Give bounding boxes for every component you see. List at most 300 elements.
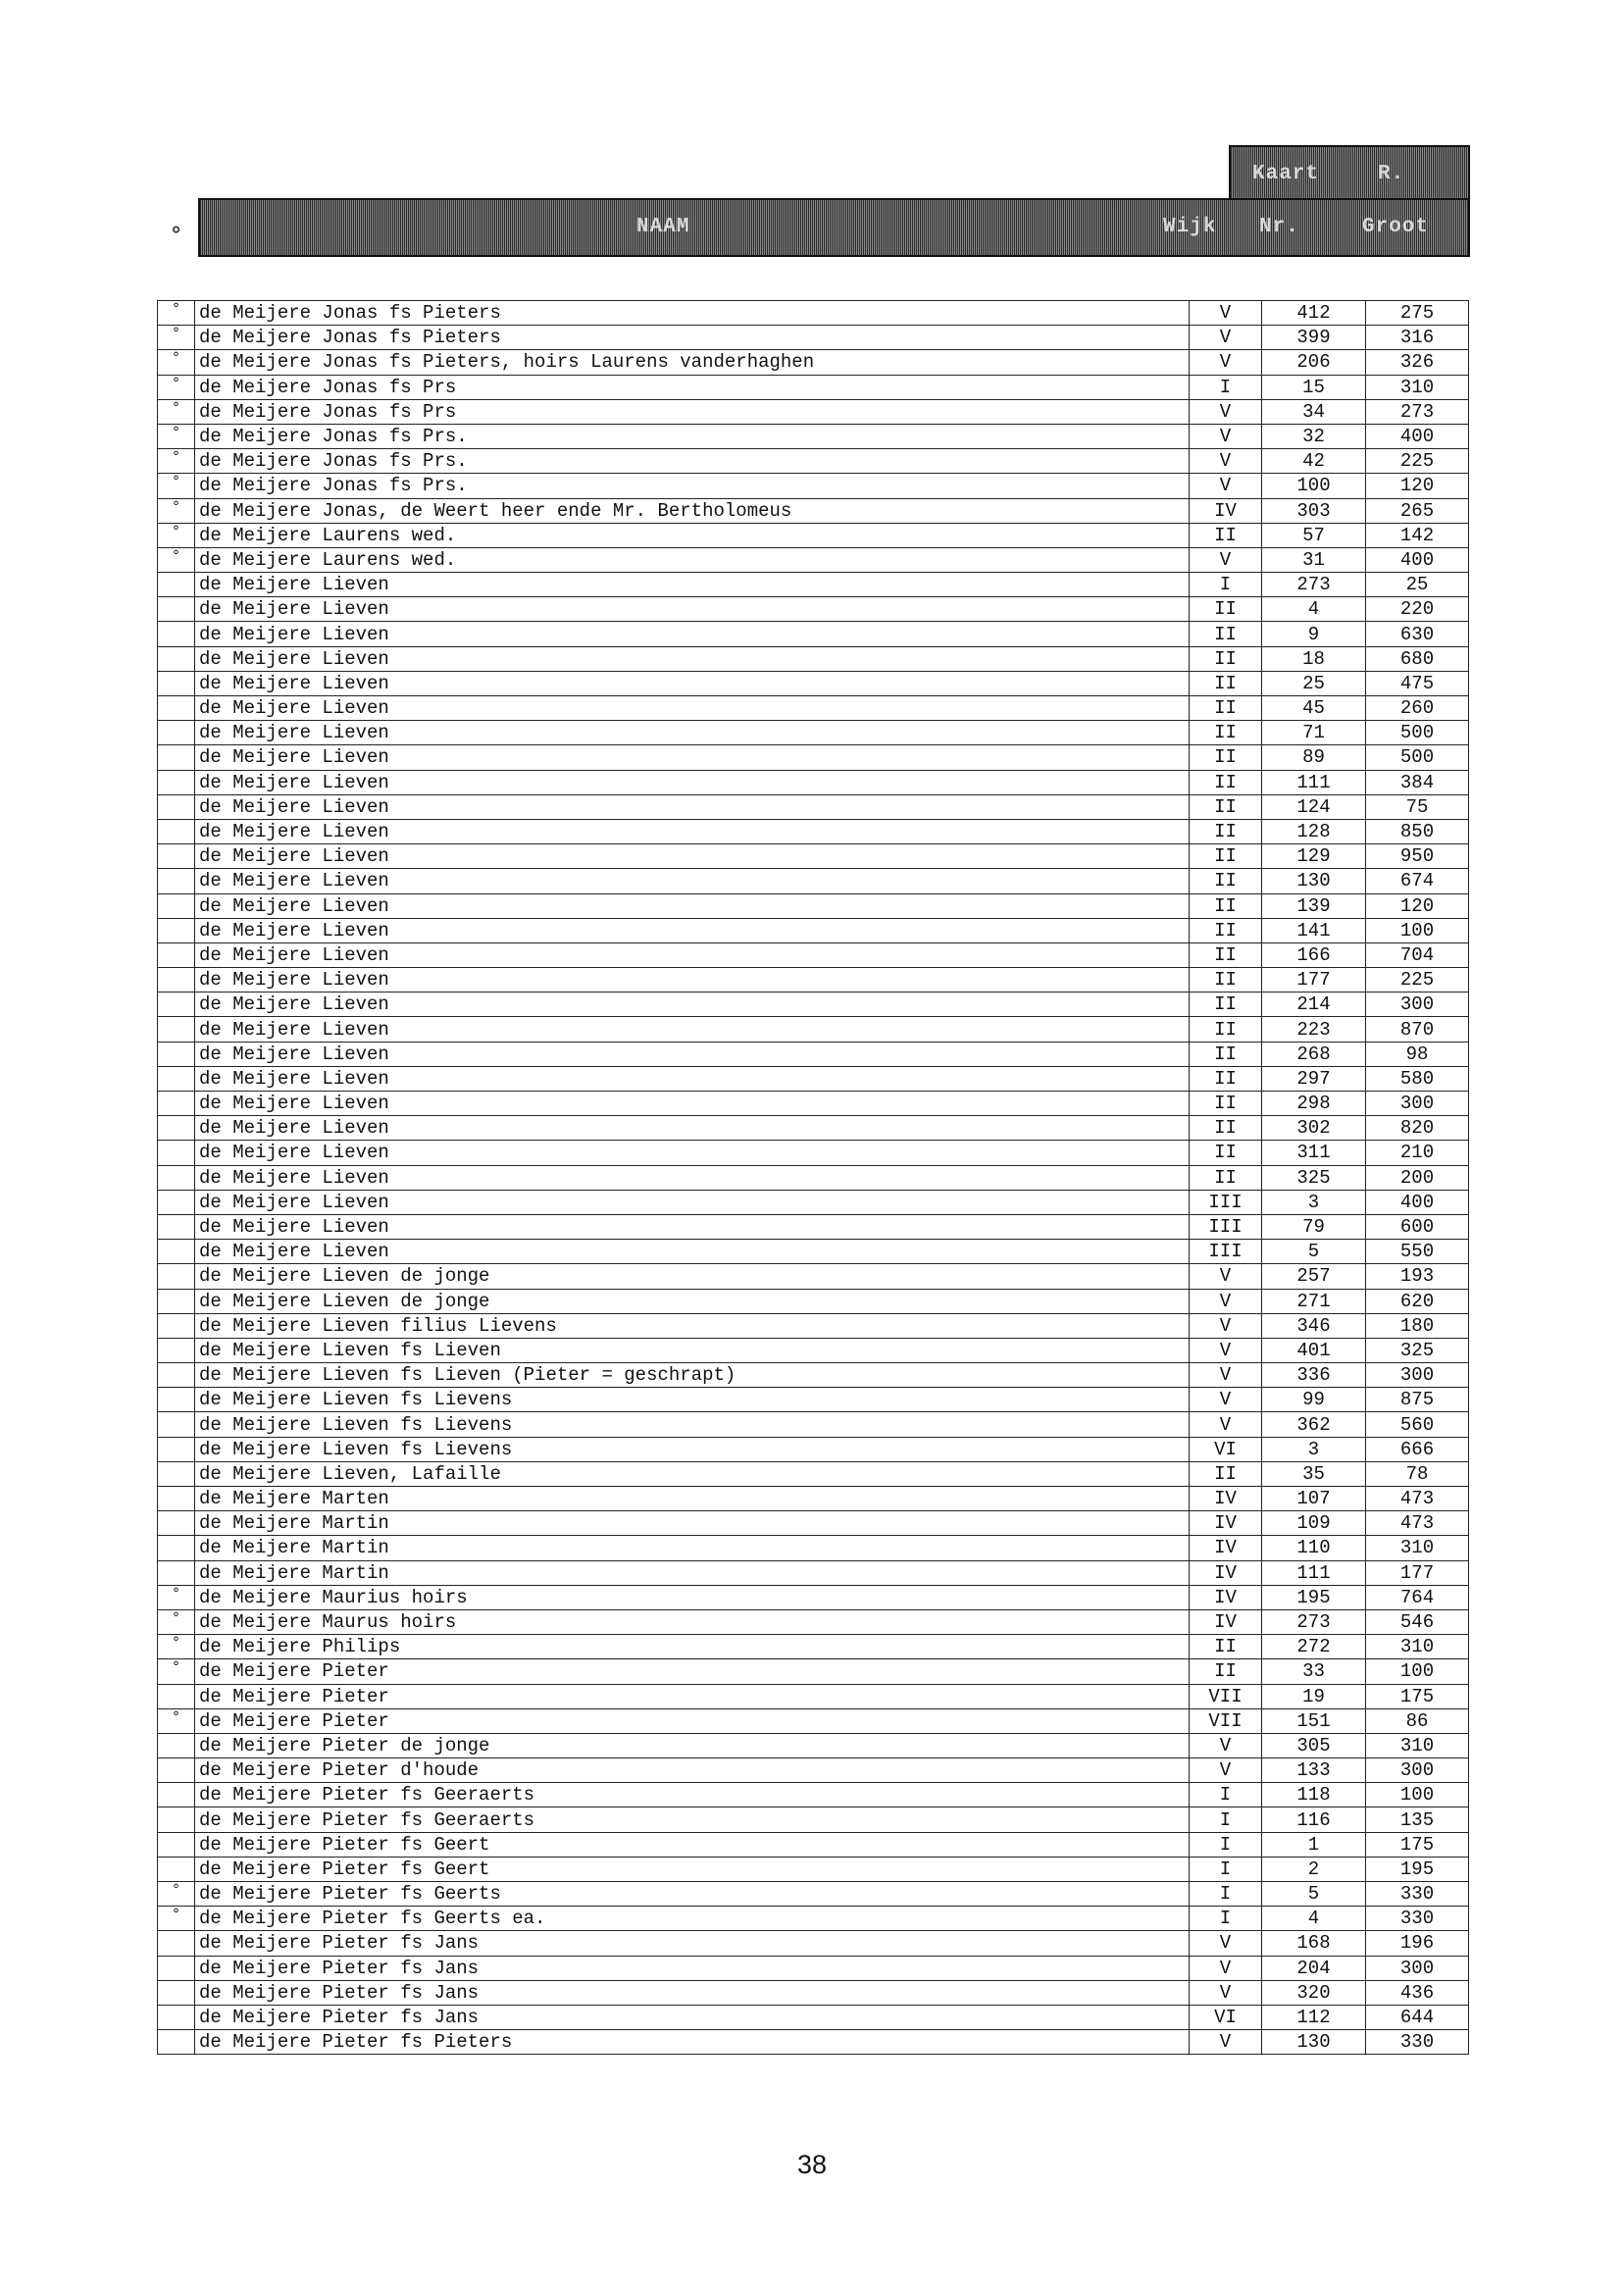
table-row (158, 1487, 1469, 1511)
number-cell: 79 (1262, 1214, 1366, 1239)
owner-name: de Meijere Lieven (195, 646, 1190, 671)
size-cell: 674 (1366, 869, 1469, 893)
number-cell: 128 (1262, 819, 1366, 843)
wijk-cell: IV (1190, 1536, 1262, 1560)
size-cell: 100 (1366, 1783, 1469, 1807)
wijk-cell: V (1190, 1388, 1262, 1412)
size-cell: 78 (1366, 1461, 1469, 1486)
header-label-r: R. (1378, 163, 1405, 185)
size-cell: 300 (1366, 993, 1469, 1017)
size-cell: 300 (1366, 1092, 1469, 1116)
table-row (158, 474, 1469, 498)
wijk-cell: II (1190, 1116, 1262, 1141)
table-row (158, 523, 1469, 547)
table-row (158, 1511, 1469, 1536)
wijk-cell: IV (1190, 1585, 1262, 1609)
row-mark (158, 869, 195, 893)
table-row (158, 1461, 1469, 1486)
row-mark: ° (158, 498, 195, 523)
wijk-cell: II (1190, 745, 1262, 770)
owner-name: de Meijere Pieter fs Geerts (195, 1882, 1190, 1907)
wijk-cell: II (1190, 869, 1262, 893)
row-mark (158, 1017, 195, 1042)
wijk-cell: II (1190, 1141, 1262, 1165)
table-row (158, 424, 1469, 448)
size-cell: 326 (1366, 350, 1469, 375)
table-row (158, 449, 1469, 474)
size-cell: 25 (1366, 573, 1469, 597)
size-cell: 180 (1366, 1313, 1469, 1338)
row-mark: ° (158, 424, 195, 448)
wijk-cell: II (1190, 918, 1262, 942)
number-cell: 118 (1262, 1783, 1366, 1807)
table-row (158, 1165, 1469, 1190)
row-mark: ° (158, 375, 195, 399)
row-mark (158, 844, 195, 869)
wijk-cell: III (1190, 1240, 1262, 1264)
row-mark (158, 942, 195, 967)
table-row (158, 375, 1469, 399)
number-cell: 401 (1262, 1338, 1366, 1362)
wijk-cell: I (1190, 1907, 1262, 1931)
size-cell: 384 (1366, 770, 1469, 794)
table-row (158, 301, 1469, 326)
table-row (158, 646, 1469, 671)
wijk-cell: I (1190, 1857, 1262, 1881)
row-mark (158, 1116, 195, 1141)
size-cell: 330 (1366, 2030, 1469, 2055)
table-row (158, 1437, 1469, 1461)
wijk-cell: V (1190, 1956, 1262, 1980)
owner-name: de Meijere Lieven (195, 696, 1190, 721)
wijk-cell: V (1190, 1338, 1262, 1362)
number-cell: 195 (1262, 1585, 1366, 1609)
size-cell: 120 (1366, 474, 1469, 498)
owner-name: de Meijere Jonas fs Pieters (195, 301, 1190, 326)
wijk-cell: II (1190, 844, 1262, 869)
owner-name: de Meijere Lieven (195, 968, 1190, 993)
table-row (158, 844, 1469, 869)
wijk-cell: V (1190, 424, 1262, 448)
table-row (158, 1857, 1469, 1881)
owner-name: de Meijere Pieter fs Geert (195, 1832, 1190, 1857)
wijk-cell: V (1190, 474, 1262, 498)
row-mark (158, 1313, 195, 1338)
table-row (158, 1066, 1469, 1091)
table-row (158, 869, 1469, 893)
wijk-cell: V (1190, 449, 1262, 474)
table-row (158, 893, 1469, 918)
size-cell: 225 (1366, 968, 1469, 993)
table-row (158, 1289, 1469, 1313)
number-cell: 302 (1262, 1116, 1366, 1141)
row-mark (158, 893, 195, 918)
header-col-name: NAAM (636, 216, 690, 238)
number-cell: 31 (1262, 547, 1366, 572)
row-mark (158, 993, 195, 1017)
owner-name: de Meijere Lieven (195, 1141, 1190, 1165)
owner-name: de Meijere Lieven (195, 819, 1190, 843)
row-mark: ° (158, 326, 195, 350)
number-cell: 273 (1262, 1609, 1366, 1634)
number-cell: 110 (1262, 1536, 1366, 1560)
number-cell: 268 (1262, 1042, 1366, 1066)
size-cell: 225 (1366, 449, 1469, 474)
row-mark (158, 1857, 195, 1881)
owner-name: de Meijere Jonas fs Pieters, hoirs Laurens vanderhaghen (195, 350, 1190, 375)
number-cell: 325 (1262, 1165, 1366, 1190)
wijk-cell: II (1190, 942, 1262, 967)
size-cell: 400 (1366, 547, 1469, 572)
row-mark: ° (158, 350, 195, 375)
number-cell: 4 (1262, 1907, 1366, 1931)
number-cell: 111 (1262, 1560, 1366, 1585)
row-mark (158, 1684, 195, 1708)
table-row (158, 326, 1469, 350)
row-mark (158, 1980, 195, 2005)
owner-name: de Meijere Pieter fs Geert (195, 1857, 1190, 1881)
wijk-cell: I (1190, 1832, 1262, 1857)
size-cell: 950 (1366, 844, 1469, 869)
owner-name: de Meijere Lieven (195, 893, 1190, 918)
owner-name: de Meijere Pieter fs Geeraerts (195, 1807, 1190, 1832)
size-cell: 196 (1366, 1931, 1469, 1956)
size-cell: 300 (1366, 1956, 1469, 1980)
size-cell: 580 (1366, 1066, 1469, 1091)
size-cell: 550 (1366, 1240, 1469, 1264)
owner-name: de Meijere Pieter fs Geeraerts (195, 1783, 1190, 1807)
size-cell: 475 (1366, 671, 1469, 695)
size-cell: 704 (1366, 942, 1469, 967)
row-mark (158, 1536, 195, 1560)
table-row (158, 1708, 1469, 1733)
header-label-kaart: Kaart (1252, 163, 1320, 185)
owner-name: de Meijere Lieven (195, 745, 1190, 770)
owner-name: de Meijere Lieven de jonge (195, 1289, 1190, 1313)
size-cell: 500 (1366, 721, 1469, 745)
size-cell: 175 (1366, 1684, 1469, 1708)
row-mark (158, 1733, 195, 1757)
owner-name: de Meijere Jonas, de Weert heer ende Mr. Bertholomeus (195, 498, 1190, 523)
row-mark: ° (158, 1907, 195, 1931)
table-row (158, 993, 1469, 1017)
wijk-cell: II (1190, 523, 1262, 547)
wijk-cell: I (1190, 1882, 1262, 1907)
table-row (158, 1907, 1469, 1931)
row-mark (158, 696, 195, 721)
owner-name: de Meijere Pieter (195, 1684, 1190, 1708)
wijk-cell: II (1190, 1066, 1262, 1091)
wijk-cell: II (1190, 1635, 1262, 1659)
number-cell: 133 (1262, 1758, 1366, 1783)
row-mark (158, 1165, 195, 1190)
table-row (158, 1733, 1469, 1757)
size-cell: 473 (1366, 1511, 1469, 1536)
wijk-cell: V (1190, 1363, 1262, 1388)
number-cell: 272 (1262, 1635, 1366, 1659)
number-cell: 112 (1262, 2005, 1366, 2029)
table-row (158, 399, 1469, 424)
number-cell: 99 (1262, 1388, 1366, 1412)
number-cell: 111 (1262, 770, 1366, 794)
wijk-cell: II (1190, 993, 1262, 1017)
size-cell: 850 (1366, 819, 1469, 843)
wijk-cell: V (1190, 350, 1262, 375)
owner-name: de Meijere Lieven (195, 597, 1190, 622)
size-cell: 600 (1366, 1214, 1469, 1239)
owner-name: de Meijere Lieven (195, 1214, 1190, 1239)
owner-name: de Meijere Lieven (195, 622, 1190, 646)
owner-name: de Meijere Pieter fs Jans (195, 1931, 1190, 1956)
table-row (158, 498, 1469, 523)
wijk-cell: VII (1190, 1684, 1262, 1708)
size-cell: 546 (1366, 1609, 1469, 1634)
table-row (158, 1585, 1469, 1609)
wijk-cell: II (1190, 671, 1262, 695)
header-top-block (1229, 145, 1470, 200)
wijk-cell: V (1190, 1313, 1262, 1338)
row-mark (158, 1388, 195, 1412)
table-row (158, 1684, 1469, 1708)
register-table (157, 300, 1469, 2055)
header-bar (198, 198, 1470, 257)
row-mark: ° (158, 399, 195, 424)
row-mark: ° (158, 1659, 195, 1684)
wijk-cell: IV (1190, 1511, 1262, 1536)
table-row (158, 942, 1469, 967)
wijk-cell: II (1190, 1017, 1262, 1042)
size-cell: 764 (1366, 1585, 1469, 1609)
size-cell: 265 (1366, 498, 1469, 523)
wijk-cell: I (1190, 375, 1262, 399)
table-row (158, 1042, 1469, 1066)
number-cell: 139 (1262, 893, 1366, 918)
size-cell: 177 (1366, 1560, 1469, 1585)
owner-name: de Meijere Lieven (195, 794, 1190, 819)
row-mark (158, 1214, 195, 1239)
number-cell: 177 (1262, 968, 1366, 993)
number-cell: 166 (1262, 942, 1366, 967)
size-cell: 98 (1366, 1042, 1469, 1066)
table-row (158, 1609, 1469, 1634)
owner-name: de Meijere Laurens wed. (195, 523, 1190, 547)
table-row (158, 1659, 1469, 1684)
owner-name: de Meijere Pieter fs Pieters (195, 2030, 1190, 2055)
number-cell: 336 (1262, 1363, 1366, 1388)
owner-name: de Meijere Lieven (195, 993, 1190, 1017)
number-cell: 15 (1262, 375, 1366, 399)
owner-name: de Meijere Lieven (195, 573, 1190, 597)
owner-name: de Meijere Martin (195, 1560, 1190, 1585)
number-cell: 1 (1262, 1832, 1366, 1857)
wijk-cell: VI (1190, 1437, 1262, 1461)
row-mark: ° (158, 523, 195, 547)
owner-name: de Meijere Lieven, Lafaille (195, 1461, 1190, 1486)
number-cell: 320 (1262, 1980, 1366, 2005)
size-cell: 210 (1366, 1141, 1469, 1165)
owner-name: de Meijere Pieter (195, 1708, 1190, 1733)
table-row (158, 573, 1469, 597)
wijk-cell: II (1190, 597, 1262, 622)
table-row (158, 819, 1469, 843)
size-cell: 644 (1366, 2005, 1469, 2029)
number-cell: 214 (1262, 993, 1366, 1017)
wijk-cell: II (1190, 968, 1262, 993)
header-col-wijk: Wijk (1163, 216, 1217, 238)
row-mark (158, 1289, 195, 1313)
owner-name: de Meijere Lieven filius Lievens (195, 1313, 1190, 1338)
owner-name: de Meijere Lieven fs Lieven (Pieter = geschrapt) (195, 1363, 1190, 1388)
number-cell: 206 (1262, 350, 1366, 375)
size-cell: 820 (1366, 1116, 1469, 1141)
size-cell: 75 (1366, 794, 1469, 819)
register-table-body (158, 301, 1469, 2055)
row-mark (158, 2030, 195, 2055)
table-row (158, 1635, 1469, 1659)
table-row (158, 671, 1469, 695)
size-cell: 436 (1366, 1980, 1469, 2005)
size-cell: 273 (1366, 399, 1469, 424)
size-cell: 195 (1366, 1857, 1469, 1881)
number-cell: 5 (1262, 1240, 1366, 1264)
owner-name: de Meijere Lieven (195, 671, 1190, 695)
number-cell: 4 (1262, 597, 1366, 622)
row-mark: ° (158, 1708, 195, 1733)
table-row (158, 547, 1469, 572)
owner-name: de Meijere Lieven (195, 770, 1190, 794)
owner-name: de Meijere Lieven fs Lievens (195, 1437, 1190, 1461)
table-row (158, 1264, 1469, 1289)
row-mark (158, 1190, 195, 1214)
wijk-cell: I (1190, 1807, 1262, 1832)
wijk-cell: V (1190, 1289, 1262, 1313)
size-cell: 330 (1366, 1907, 1469, 1931)
owner-name: de Meijere Lieven (195, 1092, 1190, 1116)
table-row (158, 918, 1469, 942)
size-cell: 400 (1366, 1190, 1469, 1214)
owner-name: de Meijere Lieven (195, 918, 1190, 942)
row-mark: ° (158, 547, 195, 572)
wijk-cell: IV (1190, 1487, 1262, 1511)
wijk-cell: V (1190, 1931, 1262, 1956)
owner-name: de Meijere Jonas fs Prs. (195, 424, 1190, 448)
number-cell: 141 (1262, 918, 1366, 942)
row-mark (158, 1931, 195, 1956)
owner-name: de Meijere Lieven fs Lievens (195, 1388, 1190, 1412)
row-mark (158, 721, 195, 745)
table-row (158, 622, 1469, 646)
number-cell: 25 (1262, 671, 1366, 695)
header-bullet: ° (171, 224, 181, 248)
table-row (158, 597, 1469, 622)
owner-name: de Meijere Lieven fs Lieven (195, 1338, 1190, 1362)
wijk-cell: II (1190, 646, 1262, 671)
table-row (158, 721, 1469, 745)
row-mark (158, 1066, 195, 1091)
table-row (158, 2030, 1469, 2055)
number-cell: 18 (1262, 646, 1366, 671)
owner-name: de Meijere Pieter d'houde (195, 1758, 1190, 1783)
row-mark (158, 2005, 195, 2029)
wijk-cell: V (1190, 326, 1262, 350)
table-row (158, 1783, 1469, 1807)
owner-name: de Meijere Lieven (195, 721, 1190, 745)
wijk-cell: I (1190, 1783, 1262, 1807)
table-row (158, 1536, 1469, 1560)
owner-name: de Meijere Lieven (195, 1240, 1190, 1264)
table-row (158, 1882, 1469, 1907)
size-cell: 310 (1366, 1733, 1469, 1757)
wijk-cell: V (1190, 1758, 1262, 1783)
owner-name: de Meijere Pieter fs Jans (195, 1956, 1190, 1980)
table-row (158, 1807, 1469, 1832)
owner-name: de Meijere Marten (195, 1487, 1190, 1511)
number-cell: 151 (1262, 1708, 1366, 1733)
number-cell: 33 (1262, 1659, 1366, 1684)
table-row (158, 1758, 1469, 1783)
row-mark (158, 1956, 195, 1980)
number-cell: 223 (1262, 1017, 1366, 1042)
number-cell: 45 (1262, 696, 1366, 721)
table-row (158, 1116, 1469, 1141)
size-cell: 310 (1366, 1635, 1469, 1659)
owner-name: de Meijere Jonas fs Prs (195, 375, 1190, 399)
number-cell: 89 (1262, 745, 1366, 770)
number-cell: 130 (1262, 869, 1366, 893)
table-row (158, 350, 1469, 375)
table-row (158, 1017, 1469, 1042)
row-mark: ° (158, 1585, 195, 1609)
number-cell: 3 (1262, 1190, 1366, 1214)
wijk-cell: II (1190, 893, 1262, 918)
wijk-cell: IV (1190, 1560, 1262, 1585)
number-cell: 399 (1262, 326, 1366, 350)
size-cell: 175 (1366, 1832, 1469, 1857)
number-cell: 35 (1262, 1461, 1366, 1486)
number-cell: 34 (1262, 399, 1366, 424)
owner-name: de Meijere Pieter de jonge (195, 1733, 1190, 1757)
size-cell: 680 (1366, 646, 1469, 671)
number-cell: 107 (1262, 1487, 1366, 1511)
table-row (158, 770, 1469, 794)
size-cell: 620 (1366, 1289, 1469, 1313)
size-cell: 86 (1366, 1708, 1469, 1733)
row-mark (158, 1807, 195, 1832)
size-cell: 193 (1366, 1264, 1469, 1289)
owner-name: de Meijere Pieter fs Geerts ea. (195, 1907, 1190, 1931)
number-cell: 298 (1262, 1092, 1366, 1116)
owner-name: de Meijere Lieven (195, 869, 1190, 893)
wijk-cell: IV (1190, 498, 1262, 523)
number-cell: 42 (1262, 449, 1366, 474)
row-mark (158, 1264, 195, 1289)
size-cell: 310 (1366, 1536, 1469, 1560)
row-mark: ° (158, 1882, 195, 1907)
number-cell: 3 (1262, 1437, 1366, 1461)
wijk-cell: V (1190, 547, 1262, 572)
number-cell: 303 (1262, 498, 1366, 523)
number-cell: 204 (1262, 1956, 1366, 1980)
wijk-cell: V (1190, 1980, 1262, 2005)
size-cell: 100 (1366, 918, 1469, 942)
row-mark (158, 968, 195, 993)
table-row (158, 1141, 1469, 1165)
wijk-cell: V (1190, 301, 1262, 326)
size-cell: 666 (1366, 1437, 1469, 1461)
owner-name: de Meijere Lieven (195, 1066, 1190, 1091)
table-row (158, 1412, 1469, 1437)
page-number: 38 (796, 2150, 828, 2179)
